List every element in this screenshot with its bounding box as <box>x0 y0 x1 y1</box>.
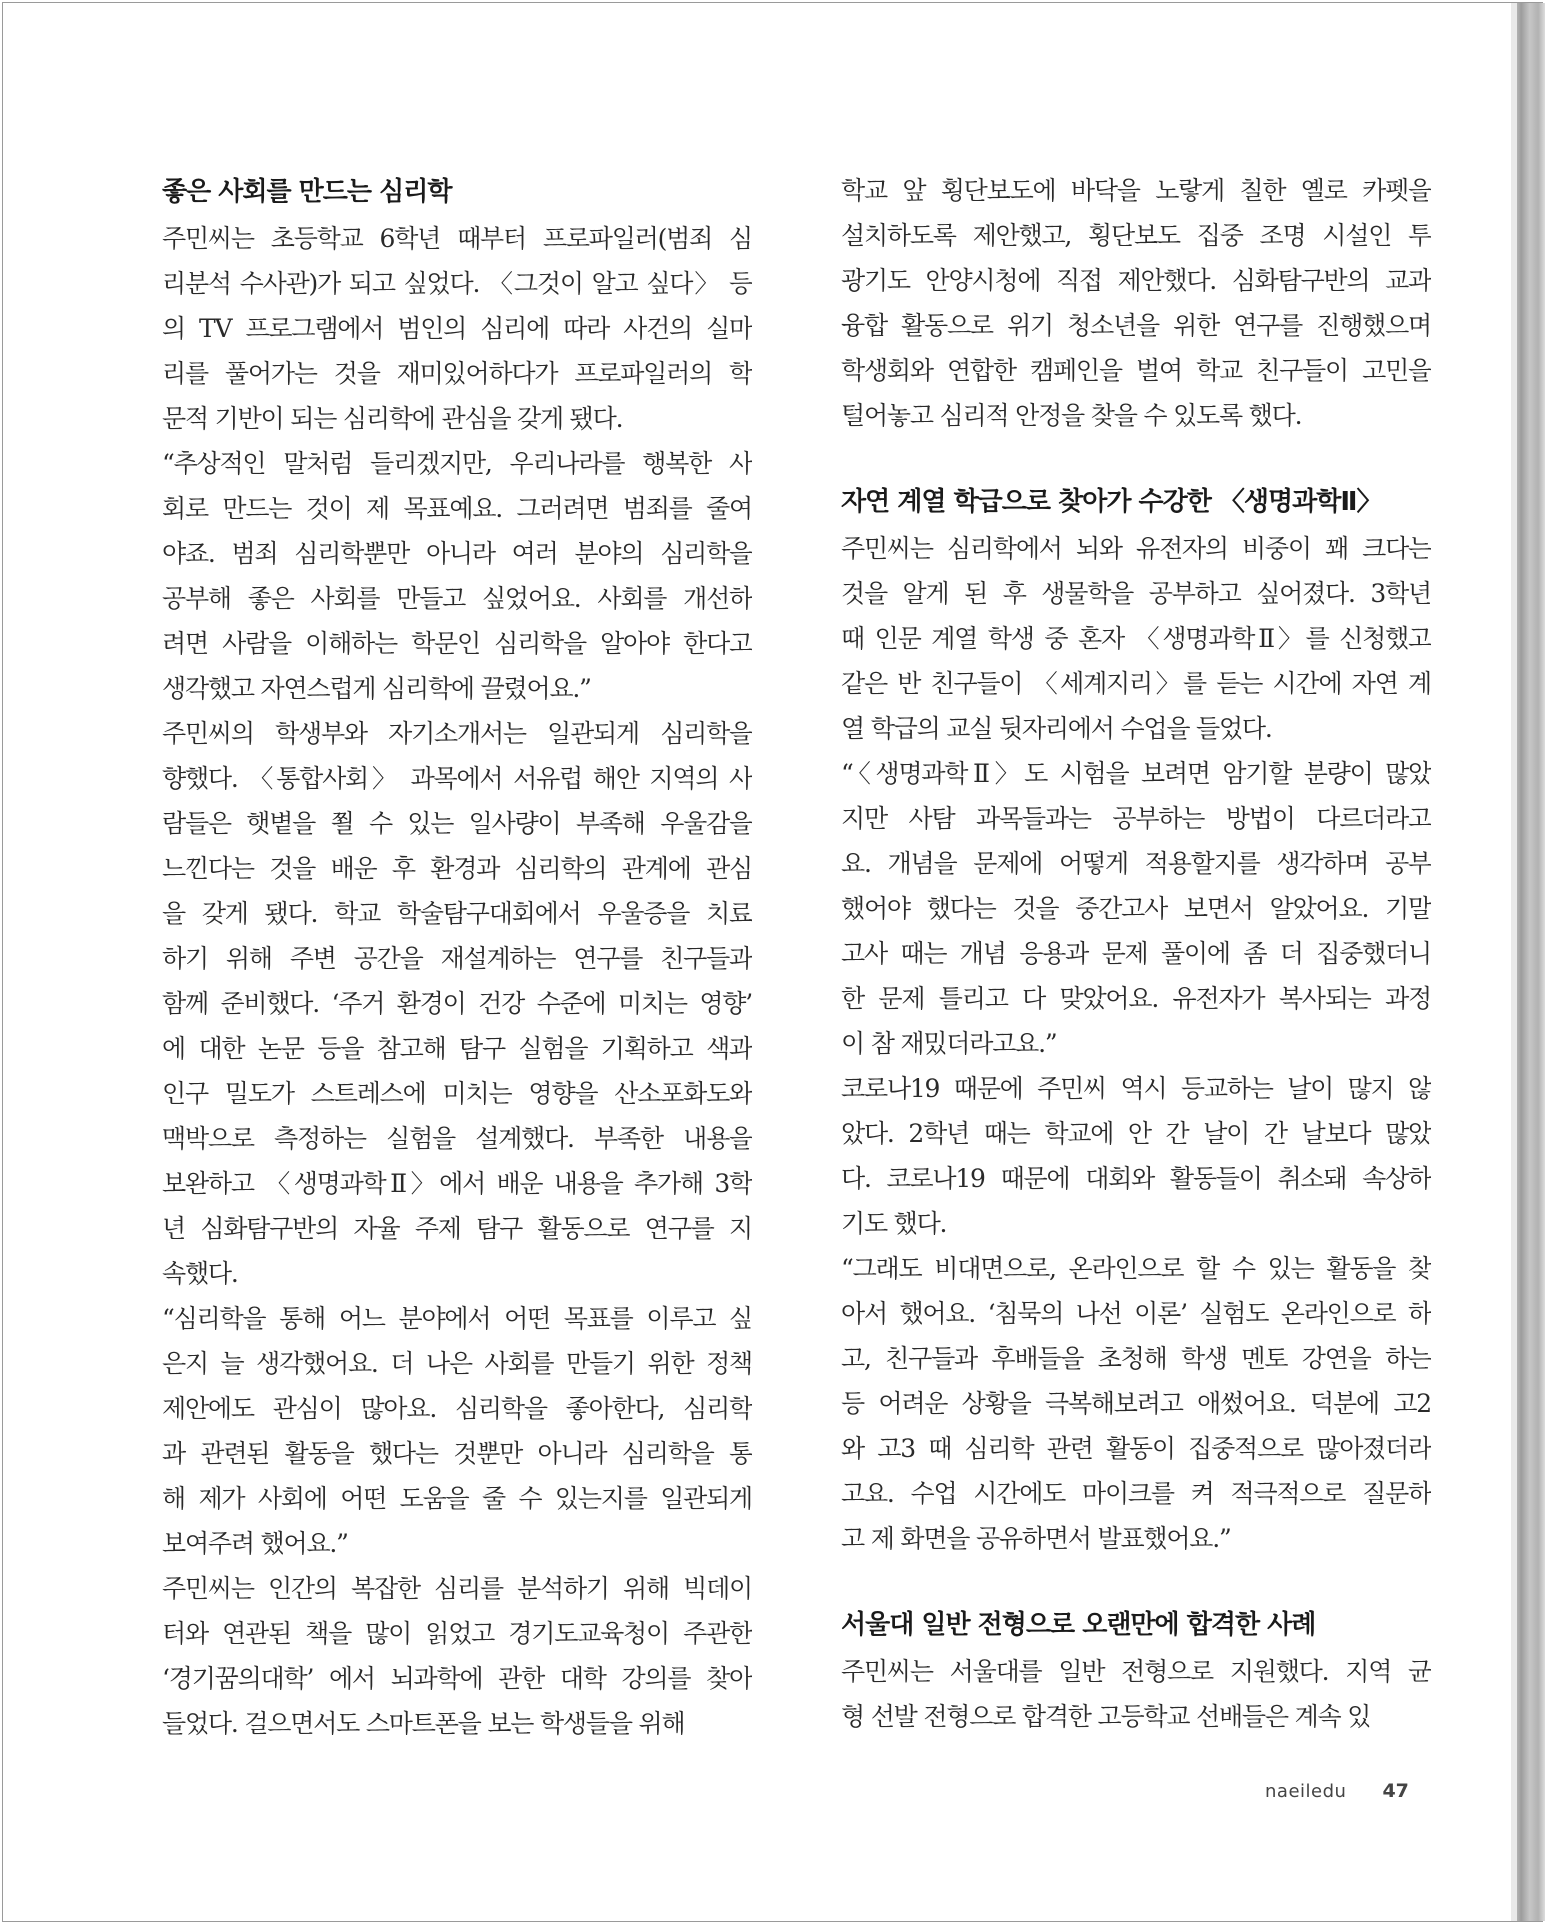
text-line: 주민씨는 초등학교 6학년 때부터 프로파일러(범죄 심 <box>162 224 752 253</box>
page-footer <box>1265 1780 1409 1802</box>
text-line: 제안에도 관심이 많아요. 심리학을 좋아한다, 심리학 <box>162 1394 752 1423</box>
text-line: 주민씨의 학생부와 자기소개서는 일관되게 심리학을 <box>162 719 752 748</box>
quote-paragraph <box>162 441 752 711</box>
text-line: 속했다. <box>162 1259 238 1288</box>
paragraph <box>162 711 752 1296</box>
text-line: 고사 때는 개념 응용과 문제 풀이에 좀 더 집중했더니 <box>841 939 1431 968</box>
section-gap <box>841 438 1431 478</box>
text-line: 고 제 화면을 공유하면서 발표했어요.” <box>841 1524 1231 1553</box>
text-line: 보여주려 했어요.” <box>162 1529 348 1558</box>
text-line: 이 참 재밌더라고요.” <box>841 1029 1057 1058</box>
text-line: 함께 준비했다. ‘주거 환경이 건강 수준에 미치는 영향’ <box>162 989 752 1018</box>
text-line: 같은 반 친구들이 〈세계지리〉를 듣는 시간에 자연 계 <box>841 669 1431 698</box>
text-line: 고요. 수업 시간에도 마이크를 켜 적극적으로 질문하 <box>841 1479 1431 1508</box>
text-line: 향했다. 〈통합사회〉 과목에서 서유럽 해안 지역의 사 <box>162 764 752 793</box>
text-line: 공부해 좋은 사회를 만들고 싶었어요. 사회를 개선하 <box>162 584 752 613</box>
left-column <box>162 168 752 1746</box>
text-line: 고, 친구들과 후배들을 초청해 학생 멘토 강연을 하는 <box>841 1344 1431 1373</box>
text-line: 리분석 수사관)가 되고 싶었다. 〈그것이 알고 싶다〉 등 <box>162 269 752 298</box>
text-line: 리를 풀어가는 것을 재미있어하다가 프로파일러의 학 <box>162 359 752 388</box>
text-line: 터와 연관된 책을 많이 읽었고 경기도교육청이 주관한 <box>162 1619 752 1648</box>
text-line: 에 대한 논문 등을 참고해 탐구 실험을 기획하고 색과 <box>162 1034 752 1063</box>
page-edge-highlight <box>1511 3 1517 1921</box>
quote-paragraph <box>841 1246 1431 1561</box>
paragraph <box>841 168 1431 438</box>
text-line: 것을 알게 된 후 생물학을 공부하고 싶어졌다. 3학년 <box>841 579 1431 608</box>
section-gap <box>841 1561 1431 1601</box>
paragraph <box>841 1066 1431 1246</box>
paragraph <box>162 1566 752 1746</box>
text-line: 년 심화탐구반의 자율 주제 탐구 활동으로 연구를 지 <box>162 1214 752 1243</box>
text-line: 느낀다는 것을 배운 후 환경과 심리학의 관계에 관심 <box>162 854 752 883</box>
text-line: 람들은 햇볕을 쬘 수 있는 일사량이 부족해 우울감을 <box>162 809 752 838</box>
text-line: 다. 코로나19 때문에 대회와 활동들이 취소돼 속상하 <box>841 1164 1431 1193</box>
footer-brand: naeiledu <box>1265 1781 1347 1802</box>
text-line: 의 TV 프로그램에서 범인의 심리에 따라 사건의 실마 <box>162 314 752 343</box>
right-column <box>841 168 1431 1739</box>
text-line: 들었다. 걸으면서도 스마트폰을 보는 학생들을 위해 <box>162 1709 685 1738</box>
section-heading: 자연 계열 학급으로 찾아가 수강한 〈생명과학Ⅱ〉 <box>841 487 1382 517</box>
text-line: 려면 사람을 이해하는 학문인 심리학을 알아야 한다고 <box>162 629 752 658</box>
text-line: 과 관련된 활동을 했다는 것뿐만 아니라 심리학을 통 <box>162 1439 752 1468</box>
text-line: 융합 활동으로 위기 청소년을 위한 연구를 진행했으며 <box>841 311 1431 340</box>
text-line: 했어야 했다는 것을 중간고사 보면서 알았어요. 기말 <box>841 894 1431 923</box>
text-line: 한 문제 틀리고 다 맞았어요. 유전자가 복사되는 과정 <box>841 984 1431 1013</box>
text-line: 코로나19 때문에 주민씨 역시 등교하는 날이 많지 않 <box>841 1074 1431 1103</box>
quote-paragraph <box>162 1296 752 1566</box>
section-heading: 서울대 일반 전형으로 오랜만에 합격한 사례 <box>841 1610 1316 1640</box>
text-line: 인구 밀도가 스트레스에 미치는 영향을 산소포화도와 <box>162 1079 752 1108</box>
text-line: 형 선발 전형으로 합격한 고등학교 선배들은 계속 있 <box>841 1702 1371 1731</box>
text-line: 와 고3 때 심리학 관련 활동이 집중적으로 많아졌더라 <box>841 1434 1431 1463</box>
text-line: 등 어려운 상황을 극복해보려고 애썼어요. 덕분에 고2 <box>841 1389 1431 1418</box>
text-line: “〈생명과학Ⅱ〉도 시험을 보려면 암기할 분량이 많았 <box>841 759 1431 788</box>
text-line: 해 제가 사회에 어떤 도움을 줄 수 있는지를 일관되게 <box>162 1484 752 1513</box>
text-line: 요. 개념을 문제에 어떻게 적용할지를 생각하며 공부 <box>841 849 1431 878</box>
text-line: 주민씨는 인간의 복잡한 심리를 분석하기 위해 빅데이 <box>162 1574 752 1603</box>
text-line: 아서 했어요. ‘침묵의 나선 이론’ 실험도 온라인으로 하 <box>841 1299 1431 1328</box>
text-line: 설치하도록 제안했고, 횡단보도 집중 조명 시설인 투 <box>841 221 1431 250</box>
text-line: 회로 만드는 것이 제 목표예요. 그러려면 범죄를 줄여 <box>162 494 752 523</box>
text-line: 기도 했다. <box>841 1209 947 1238</box>
text-line: 문적 기반이 되는 심리학에 관심을 갖게 됐다. <box>162 404 623 433</box>
text-line: 하기 위해 주변 공간을 재설계하는 연구를 친구들과 <box>162 944 752 973</box>
page-number: 47 <box>1382 1780 1409 1802</box>
text-line: 학교 앞 횡단보도에 바닥을 노랗게 칠한 옐로 카펫을 <box>841 176 1431 205</box>
text-line: 을 갖게 됐다. 학교 학술탐구대회에서 우울증을 치료 <box>162 899 752 928</box>
text-line: 주민씨는 서울대를 일반 전형으로 지원했다. 지역 균 <box>841 1657 1431 1686</box>
text-line: 맥박으로 측정하는 실험을 설계했다. 부족한 내용을 <box>162 1124 752 1153</box>
text-line: 았다. 2학년 때는 학교에 안 간 날이 간 날보다 많았 <box>841 1119 1431 1148</box>
quote-paragraph <box>841 751 1431 1066</box>
text-line: “추상적인 말처럼 들리겠지만, 우리나라를 행복한 사 <box>162 449 752 478</box>
text-line: 보완하고 〈생명과학Ⅱ〉에서 배운 내용을 추가해 3학 <box>162 1169 752 1198</box>
paragraph <box>841 1649 1431 1739</box>
text-line: 야죠. 범죄 심리학뿐만 아니라 여러 분야의 심리학을 <box>162 539 752 568</box>
text-line: 열 학급의 교실 뒷자리에서 수업을 들었다. <box>841 714 1272 743</box>
paragraph <box>841 526 1431 751</box>
text-line: “그래도 비대면으로, 온라인으로 할 수 있는 활동을 찾 <box>841 1254 1431 1283</box>
text-line: 털어놓고 심리적 안정을 찾을 수 있도록 했다. <box>841 401 1302 430</box>
section-heading: 좋은 사회를 만드는 심리학 <box>162 177 452 207</box>
text-line: “심리학을 통해 어느 분야에서 어떤 목표를 이루고 싶 <box>162 1304 752 1333</box>
text-line: 지만 사탐 과목들과는 공부하는 방법이 다르더라고 <box>841 804 1431 833</box>
text-line: 은지 늘 생각했어요. 더 나은 사회를 만들기 위한 정책 <box>162 1349 752 1378</box>
text-line: 때 인문 계열 학생 중 혼자 〈생명과학Ⅱ〉를 신청했고 <box>841 624 1431 653</box>
text-line: 광기도 안양시청에 직접 제안했다. 심화탐구반의 교과 <box>841 266 1431 295</box>
text-line: ‘경기꿈의대학’ 에서 뇌과학에 관한 대학 강의를 찾아 <box>162 1664 752 1693</box>
text-line: 학생회와 연합한 캠페인을 벌여 학교 친구들이 고민을 <box>841 356 1431 385</box>
text-line: 주민씨는 심리학에서 뇌와 유전자의 비중이 꽤 크다는 <box>841 534 1431 563</box>
text-line: 생각했고 자연스럽게 심리학에 끌렸어요.” <box>162 674 591 703</box>
paragraph <box>162 216 752 441</box>
